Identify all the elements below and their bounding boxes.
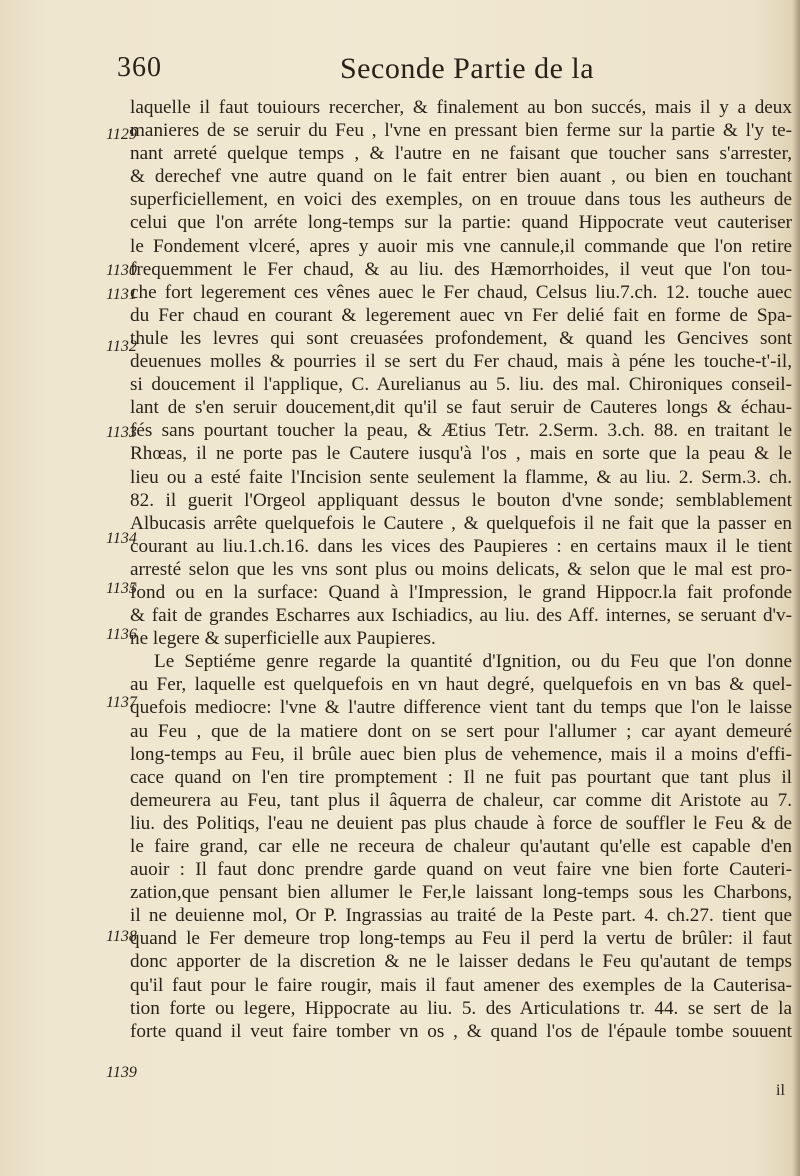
page-header xyxy=(0,52,800,92)
paragraph-start-line: Le Septiéme genre regarde la quantité d'Ignition, ou du Feu que l'on donne xyxy=(154,651,792,673)
text-line: forte quand il veut faire tomber vn os , & quand l'os de l'épaule tombe souuent xyxy=(130,1020,792,1042)
margin-number: 1136 xyxy=(106,626,137,643)
text-line: qu'il faut pour le faire rougir, mais il faut amener des exemples de la Cauterisa- xyxy=(130,974,792,996)
text-line: le faire grand, car elle ne receura de chaleur qu'autant qu'elle est capable d'en xyxy=(130,836,792,857)
text-line: Albucasis arrête quelquefois le Cautere , & quelquefois il ne fait que la passer en xyxy=(130,512,792,534)
catchword: il xyxy=(776,1082,785,1099)
text-line: auoir : Il faut donc prendre garde quand on veut faire vne bien forte Cauteri- xyxy=(130,859,792,881)
text-line: ne legere & superficielle aux Paupieres. xyxy=(130,628,436,650)
text-line: liu. des Politiqs, l'eau ne deuient pas plus chaude à force de souffler le Feu & de xyxy=(130,812,792,834)
margin-number: 1133 xyxy=(106,424,137,441)
page-edge-shadow xyxy=(792,0,800,1176)
text-line: courant au liu.1.ch.16. dans les vices des Paupieres : en certains maux il le tient xyxy=(130,535,792,557)
text-line: celui que l'on arréte long-temps sur la partie: quand Hippocrate veut cauteriser xyxy=(130,212,792,234)
running-title: Seconde Partie de la xyxy=(340,52,595,85)
text-line: tion forte ou legere, Hippocrate au liu. 5. des Articulations tr. 44. se sert de la xyxy=(130,997,792,1019)
text-line: quand le Fer demeure trop long-temps au Feu il perd la vertu de brûler: il faut xyxy=(130,928,792,950)
text-line: & fait de grandes Escharres aux Ischiadics, au liu. des Aff. internes, se seruant d'v- xyxy=(130,605,792,627)
text-line: nant arreté quelque temps , & l'autre en ne faisant que toucher sans s'arrester, xyxy=(130,143,792,165)
text-line: manieres de se seruir du Feu , l'vne en pressant bien ferme sur la partie & l'y te- xyxy=(130,120,792,142)
body-text xyxy=(130,96,792,1043)
text-line: quefois mediocre: l'vne & l'autre difference vient tant du temps que l'on le laisse xyxy=(130,697,792,719)
margin-number: 1134 xyxy=(106,530,137,547)
text-line: au Fer, laquelle est quelquefois en vn haut degré, quelquefois en vn bas & quel- xyxy=(130,674,792,696)
margin-number: 1138 xyxy=(106,928,137,945)
text-line: & derechef vne autre quand on le fait entrer bien auant , ou bien en touchant xyxy=(130,166,792,188)
text-line: Rhœas, il ne porte pas le Cautere iusqu'à l'os , mais en sorte que la peau & le xyxy=(130,443,792,465)
text-line: che fort legerement ces vênes auec le Fer chaud, Celsus liu.7.ch. 12. touche auec xyxy=(130,281,792,303)
margin-number: 1132 xyxy=(106,338,137,355)
text-line: le Fondement vlceré, apres y auoir mis vne cannule,il commande que l'on retire xyxy=(130,235,792,257)
margin-number: 1135 xyxy=(106,580,137,597)
text-line: au Feu , que de la matiere dont on se sert pour l'allumer ; car ayant demeuré xyxy=(130,720,792,742)
text-line: lant de s'en seruir doucement,dit qu'il se faut seruir de Cauteres longs & échau- xyxy=(130,397,792,419)
text-line: du Fer chaud en courant & legerement auec vn Fer delié fait en forme de Spa- xyxy=(130,304,792,326)
margin-number: 1131 xyxy=(106,286,137,303)
text-line: lieu ou a esté faite l'Incision sente seulement la flamme, & au liu. 2. Serm.3. ch. xyxy=(130,466,792,488)
margin-number: 1129 xyxy=(106,126,137,143)
text-line: long-temps au Feu, il brûle auec bien plus de vehemence, mais il a moins d'effi- xyxy=(130,743,792,765)
text-line: fés sans pourtant toucher la peau, & Ætius Tetr. 2.Serm. 3.ch. 88. en traitant le xyxy=(130,420,792,442)
text-line: zation,que pensant bien allumer le Fer,le laissant long-temps sous les Charbons, xyxy=(130,882,792,904)
text-line: deuenues molles & pourries il se sert du Fer chaud, mais à péne les touche-t'-il, xyxy=(130,351,792,373)
text-line: laquelle il faut touiours recercher, & finalement au bon succés, mais il y a deux xyxy=(130,97,792,118)
page-number: 360 xyxy=(117,52,162,83)
text-line: frequemment le Fer chaud, & au liu. des Hæmorrhoides, il veut que l'on tou- xyxy=(130,258,792,280)
margin-number: 1137 xyxy=(106,694,137,711)
text-line: 82. il guerit l'Orgeol appliquant dessus le bouton d'vne sonde; semblablement xyxy=(130,489,792,511)
text-line: arresté selon que les vns sont plus ou moins delicats, & selon que le mal est pro- xyxy=(130,558,792,580)
margin-number: 1139 xyxy=(106,1064,137,1081)
text-line: fond ou en la surface: Quand à l'Impression, le grand Hippocr.la fait profonde xyxy=(130,581,792,603)
margin-number: 1130 xyxy=(106,262,137,279)
text-line: thule les levres qui sont creuasées profondement, & quand les Gencives sont xyxy=(130,327,792,349)
text-line: si doucement il l'applique, C. Aurelianus au 5. liu. des mal. Chironiques conseil- xyxy=(130,374,792,396)
text-line: superficiellement, en voici des exemples, on en trouue dans tous les autheurs de xyxy=(130,189,792,211)
text-line: donc apporter de la discretion & ne le laisser dedans le Feu qu'autant de temps xyxy=(130,951,792,973)
text-line: il ne deuienne mol, Or P. Ingrassias au traité de la Peste part. 4. ch.27. tient que xyxy=(130,905,792,927)
margin-notes xyxy=(0,96,137,1096)
text-line: cace quand on l'en tire promptement : Il ne fuit pas pourtant que tant plus il xyxy=(130,766,792,788)
text-line: demeurera au Feu, tant plus il âquerra de chaleur, car comme dit Aristote au 7. xyxy=(130,789,792,811)
